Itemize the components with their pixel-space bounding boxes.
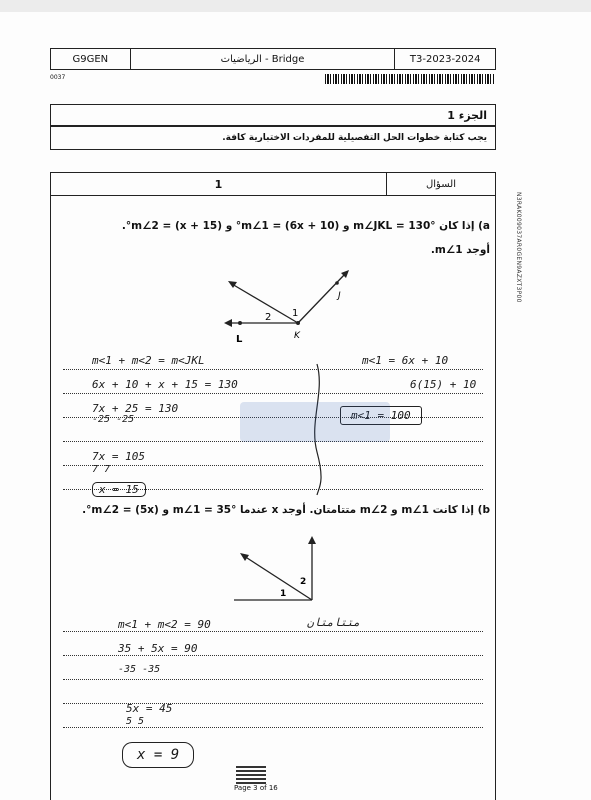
label-l: L [236, 334, 243, 345]
part-b-text: b) إذا كانت m∠1 و m∠2 متتامتان. أوجد x عندما m∠1 = 35° و m∠2 = (5x)°. [82, 504, 490, 516]
work-a-answer-x: x = 15 [92, 482, 146, 497]
work-b-answer: x = 9 [122, 742, 194, 768]
label-b-angle-1: 1 [280, 589, 287, 599]
exam-header [50, 48, 496, 70]
arrow-vertical [308, 536, 316, 544]
part-a-find: أوجد m∠1. [430, 244, 490, 256]
work-a-line-2: 6x + 10 + x + 15 = 130 [92, 378, 238, 391]
label-k: K [294, 331, 300, 341]
work-b-word: متتامتان [307, 616, 360, 629]
page-code: 0037 [50, 74, 66, 81]
angle-figure-b [232, 536, 332, 616]
work-a-line-6: 7 7 [92, 464, 111, 475]
work-a-line-1: m<1 + m<2 = m<JKL [92, 354, 205, 367]
label-angle-1: 1 [292, 308, 299, 319]
question-header [50, 172, 496, 196]
part-title: الجزء 1 [50, 104, 496, 126]
work-b-line-4: 5x = 45 [126, 702, 173, 715]
watermark [240, 402, 390, 442]
question-label: السؤال [426, 178, 456, 190]
exam-page [0, 12, 591, 800]
angle-figure-a [210, 262, 360, 347]
label-angle-2: 2 [265, 312, 272, 323]
work-b-line-3: -35 -35 [118, 664, 161, 675]
arrow-middle-b [240, 553, 249, 561]
arrow-middle [228, 281, 237, 288]
work-a-right-1: m<1 = 6x + 10 [362, 354, 449, 367]
point-j [335, 281, 339, 285]
work-b-line-1: m<1 + m<2 = 90 [118, 618, 211, 631]
point-k [296, 321, 300, 325]
header-code: G9GEN [51, 49, 131, 69]
work-a-line-3: 7x + 25 = 130 [92, 402, 179, 415]
question-number: 1 [51, 173, 387, 195]
work-b-line-2: 35 + 5x = 90 [118, 642, 198, 655]
label-b-angle-2: 2 [300, 577, 307, 587]
work-a-right-2: 6(15) + 10 [410, 378, 477, 391]
label-j: J [338, 291, 341, 301]
work-b-line-5: 5 5 [126, 716, 145, 727]
header-term: T3-2023-2024 [409, 53, 481, 65]
header-subject: الرياضيات - Bridge [131, 49, 396, 69]
qr-code [236, 764, 266, 784]
barcode [325, 74, 495, 84]
work-a-answer-m1: m<1 = 100 [340, 406, 422, 425]
work-a-line-4: -25 -25 [92, 414, 135, 425]
point-l [238, 321, 242, 325]
part-instruction: يجب كتابة خطوات الحل التفصيلية للمفردات الاختبارية كافة. [50, 126, 496, 150]
part-a-text: a) إذا كان m∠JKL = 130° و m∠1 = (6x + 10)° و m∠2 = (x + 15)°. [121, 220, 490, 232]
page-footer: Page 3 of 16 [234, 784, 278, 792]
side-code: N3RAK009037AR0GEN9AZXT3P00 [515, 192, 522, 303]
work-a-line-5: 7x = 105 [92, 450, 145, 463]
arrow-l [224, 319, 232, 327]
